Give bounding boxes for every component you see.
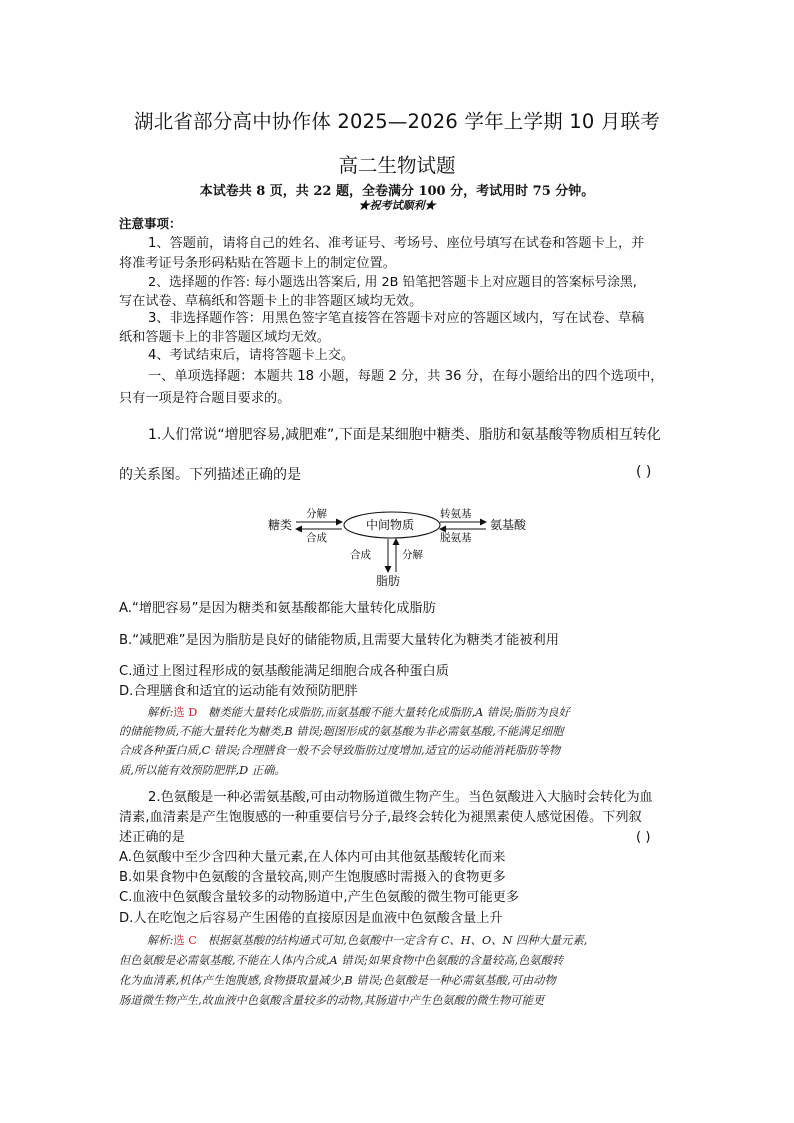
exam-wish: ★祝考试顺利★ [358, 199, 436, 212]
q2-option-c: C.血液中色氨酸含量较多的动物肠道中,产生色氨酸的微生物可能更多 [119, 890, 520, 905]
q1-conversion-diagram [250, 500, 550, 600]
diagram-node-fat: 脂肪 [376, 574, 401, 588]
diagram-node-sugar: 糖类 [268, 518, 293, 532]
diagram-node-intermediate: 中间物质 [366, 518, 415, 532]
q1-analysis-line-1 [147, 704, 570, 720]
exam-subtitle: 高二生物试题 [338, 154, 456, 177]
q2-stem-line-3: 述正确的是 [119, 830, 185, 845]
label-synthesize-bottom: 合成 [350, 549, 371, 561]
q1-analysis-line-3: 合成各种蛋白质,C 错误;合理膳食一般不会导致脂肪过度增加,适宜的运动能消耗脂肪等物 [119, 744, 561, 757]
note-3-line-2: 纸和答题卡上的非答题区域均无效。 [119, 330, 330, 345]
q2-option-a: A.色氨酸中至少含四种大量元素,在人体内可由其他氨基酸转化而来 [119, 850, 506, 865]
note-2-line-1: 2、选择题的作答: 每小题选出答案后, 用 2B 铅笔把答题卡上对应题目的答案标号涂黑, [148, 275, 637, 290]
q1-option-c: C.通过上图过程形成的氨基酸能满足细胞合成各种蛋白质 [119, 664, 449, 679]
q1-stem-line-1: 1.人们常说“增肥容易,减肥难”,下面是某细胞中糖类、脂肪和氨基酸等物质相互转化 [148, 427, 661, 443]
q2-answer-paren: ( ) [636, 830, 651, 845]
section-1-line-1: 一、单项选择题：本题共 18 小题，每题 2 分，共 36 分，在每小题给出的四个选项中， [148, 369, 664, 384]
diagram-node-amino-acid: 氨基酸 [490, 518, 527, 532]
q1-option-b: B.“减肥难”是因为脂肪是良好的储能物质,且需要大量转化为糖类才能被利用 [119, 633, 559, 648]
label-decompose-bottom: 分解 [402, 549, 423, 561]
label-transamination: 转氨基 [440, 508, 472, 520]
exam-info: 本试卷共 8 页，共 22 题，全卷满分 100 分，考试用时 75 分钟。 [199, 184, 595, 199]
q2-analysis-text-1: 根据氨基酸的结构通式可知,色氨酸中一定含有 C、H、O、N 四种大量元素, [207, 934, 588, 947]
q1-answer-paren: ( ) [636, 464, 652, 480]
q2-option-b: B.如果食物中色氨酸的含量较高,则产生饱腹感时需摄入的食物更多 [119, 870, 506, 885]
q1-option-a: A.“增肥容易”是因为糖类和氨基酸都能大量转化成脂肪 [119, 601, 436, 616]
q2-analysis-line-3: 化为血清素,机体产生饱腹感,食物摄取量减少,B 错误;色氨酸是一种必需氨基酸,可由动物 [119, 974, 556, 987]
section-1-line-2: 只有一项是符合题目要求的。 [119, 391, 291, 406]
note-1-line-2: 将准考证号条形码粘贴在答题卡上的制定位置。 [119, 256, 396, 271]
note-3-line-1: 3、非选择题作答：用黑色签字笔直接答在答题卡对应的答题区域内，写在试卷、草稿 [148, 311, 645, 326]
label-synthesize-left: 合成 [306, 532, 327, 544]
q1-analysis-label: 解析: [147, 706, 174, 719]
q1-answer-tag: 选 D [173, 706, 198, 719]
q1-analysis-line-4: 质,所以能有效预防肥胖,D 正确。 [119, 764, 286, 777]
q2-analysis-line-1 [147, 932, 587, 948]
q2-stem-line-1: 2.色氨酸是一种必需氨基酸,可由动物肠道微生物产生。当色氨酸进入大脑时会转化为血 [148, 790, 653, 805]
q1-analysis-text-1: 糖类能大量转化成脂肪,而氨基酸不能大量转化成脂肪,A 错误;脂肪为良好 [208, 706, 570, 719]
note-2-line-2: 写在试卷、草稿纸和答题卡上的非答题区域均无效。 [119, 294, 423, 309]
note-1-line-1: 1、答题前，请将自己的姓名、准考证号、考场号、座位号填写在试卷和答题卡上，并 [148, 236, 645, 251]
q1-option-d: D.合理膳食和适宜的运动能有效预防肥胖 [119, 684, 358, 699]
q2-stem-line-2: 清素,血清素是产生饱腹感的一种重要信号分子,最终会转化为褪黑素使人感觉困倦。下列叙 [119, 810, 642, 825]
notes-heading: 注意事项： [119, 216, 182, 231]
note-4: 4、考试结束后，请将答题卡上交。 [148, 348, 355, 363]
q1-stem-line-2: 的关系图。下列描述正确的是 [119, 467, 301, 483]
q2-analysis-line-4: 肠道微生物产生,故血液中色氨酸含量较多的动物,其肠道中产生色氨酸的微生物可能更 [119, 994, 545, 1007]
q1-analysis-line-2: 的储能物质,不能大量转化为糖类,B 错误;题图形成的氨基酸为非必需氨基酸,不能满足细胞 [119, 725, 564, 738]
q2-answer-tag: 选 C [173, 934, 197, 947]
q2-analysis-line-2: 但色氨酸是必需氨基酸,不能在人体内合成,A 错误;如果食物中色氨酸的含量较高,色氨酸转 [119, 954, 564, 967]
exam-title: 湖北省部分高中协作体 2025—2026 学年上学期 10 月联考 [134, 110, 660, 133]
q2-analysis-label: 解析: [147, 934, 174, 947]
label-deamination: 脱氨基 [440, 532, 472, 544]
label-decompose-left: 分解 [306, 508, 327, 520]
q2-option-d: D.人在吃饱之后容易产生困倦的直接原因是血液中色氨酸含量上升 [119, 911, 503, 926]
